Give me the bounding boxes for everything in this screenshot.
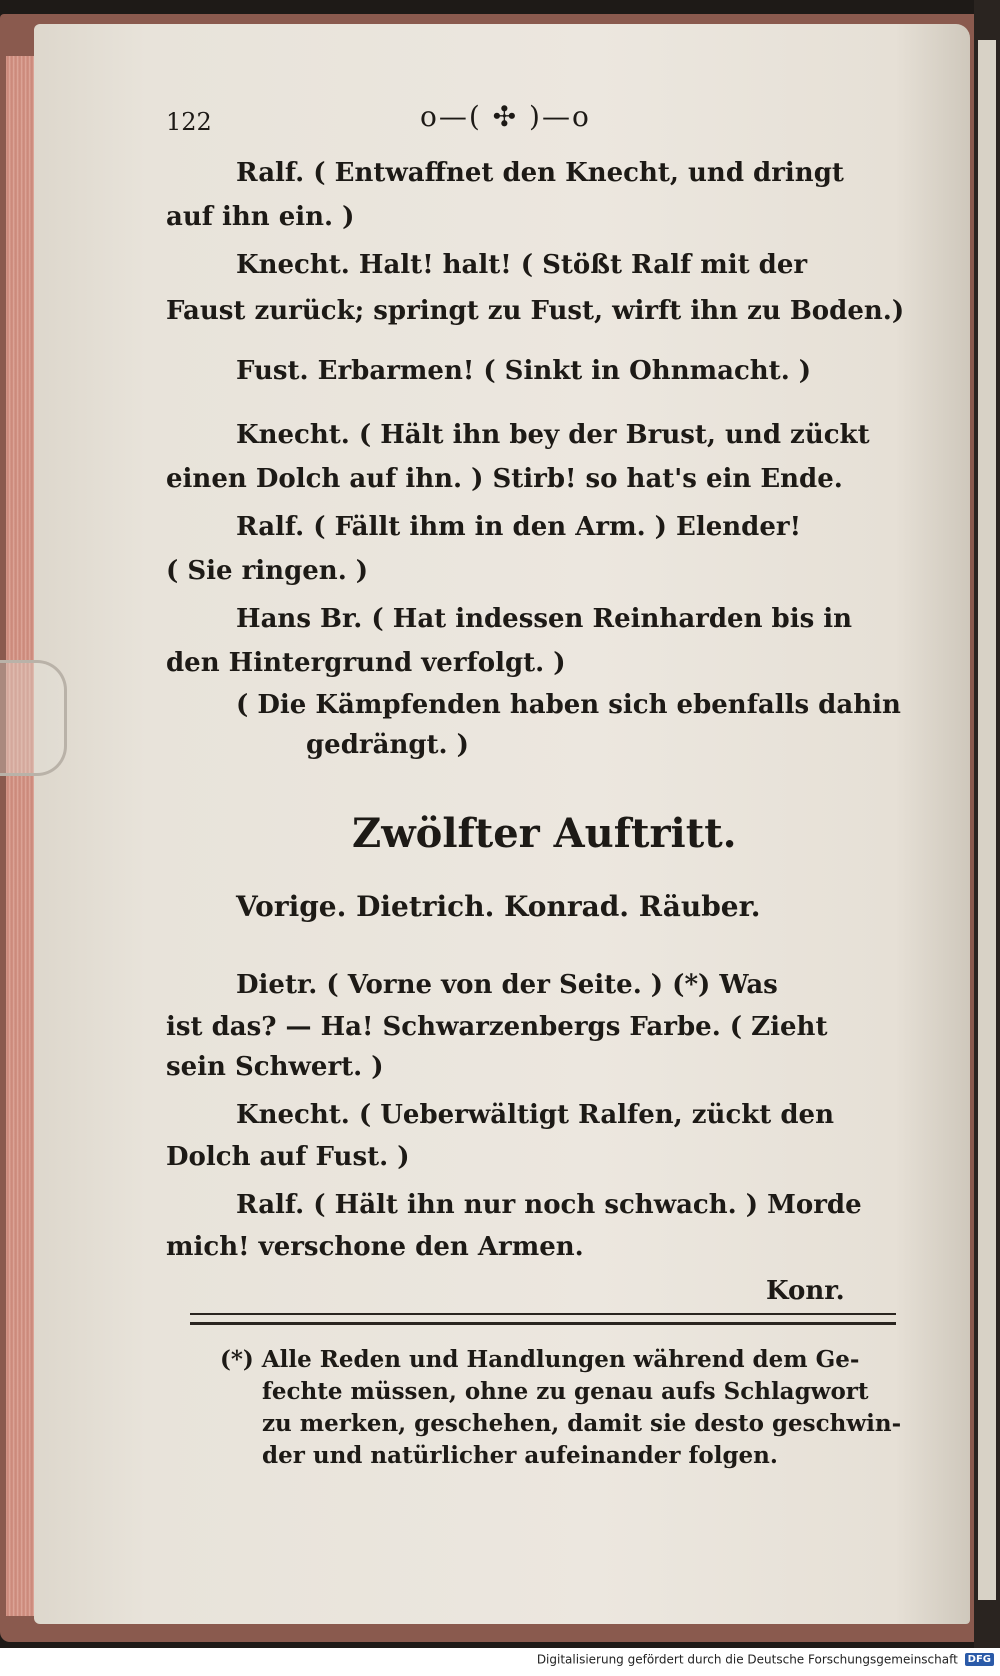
- scene-heading: Zwölfter Auftritt.: [352, 810, 737, 857]
- footnote-rule: [190, 1313, 896, 1315]
- body-line: Faust zurück; springt zu Fust, wirft ihn zu Boden.): [166, 296, 905, 326]
- body-line: Ralf. ( Entwaffnet den Knecht, und dringt: [236, 158, 844, 188]
- header-ornament: o—( ✣ )—o: [420, 100, 591, 133]
- body-line: ist das? — Ha! Schwarzenbergs Farbe. ( Zieht: [166, 1012, 828, 1042]
- body-line: Knecht. Halt! halt! ( Stößt Ralf mit der: [236, 250, 808, 280]
- page-number: 122: [166, 108, 212, 136]
- body-line: sein Schwert. ): [166, 1052, 384, 1082]
- body-line: ( Die Kämpfenden haben sich ebenfalls dahin: [236, 690, 901, 720]
- body-line: Ralf. ( Hält ihn nur noch schwach. ) Morde: [236, 1190, 862, 1220]
- footnote-line: der und natürlicher aufeinander folgen.: [262, 1442, 778, 1469]
- page-clip: [0, 660, 67, 776]
- body-line: mich! verschone den Armen.: [166, 1232, 584, 1262]
- body-line: Hans Br. ( Hat indessen Reinharden bis in: [236, 604, 853, 634]
- credit-text: Digitalisierung gefördert durch die Deutsche Forschungsgemeinschaft: [536, 1652, 958, 1667]
- body-line: Knecht. ( Hält ihn bey der Brust, und zückt: [236, 420, 870, 450]
- footnote-line: (*) Alle Reden und Handlungen während dem Ge-: [220, 1346, 860, 1373]
- footnote-line: fechte müssen, ohne zu genau aufs Schlagwort: [262, 1378, 869, 1405]
- body-line: ( Sie ringen. ): [166, 556, 369, 586]
- footnote-line: zu merken, geschehen, damit sie desto geschwin-: [262, 1410, 902, 1437]
- cast-list: Vorige. Dietrich. Konrad. Räuber.: [236, 890, 761, 923]
- digitization-credit: [0, 1652, 1000, 1676]
- body-line: einen Dolch auf ihn. ) Stirb! so hat's ein Ende.: [166, 464, 843, 494]
- body-line: Fust. Erbarmen! ( Sinkt in Ohnmacht. ): [236, 356, 812, 386]
- body-line: den Hintergrund verfolgt. ): [166, 648, 566, 678]
- dfg-logo: DFG: [965, 1653, 994, 1666]
- footnote-rule: [190, 1322, 896, 1325]
- body-line: Ralf. ( Fällt ihm in den Arm. ) Elender!: [236, 512, 802, 542]
- catchword: Konr.: [766, 1276, 845, 1306]
- body-line: Dietr. ( Vorne von der Seite. ) (*) Was: [236, 970, 778, 1000]
- body-line: gedrängt. ): [306, 730, 469, 760]
- body-line: auf ihn ein. ): [166, 202, 355, 232]
- next-page-strip: [978, 40, 996, 1600]
- body-line: Dolch auf Fust. ): [166, 1142, 410, 1172]
- body-line: Knecht. ( Ueberwältigt Ralfen, zückt den: [236, 1100, 834, 1130]
